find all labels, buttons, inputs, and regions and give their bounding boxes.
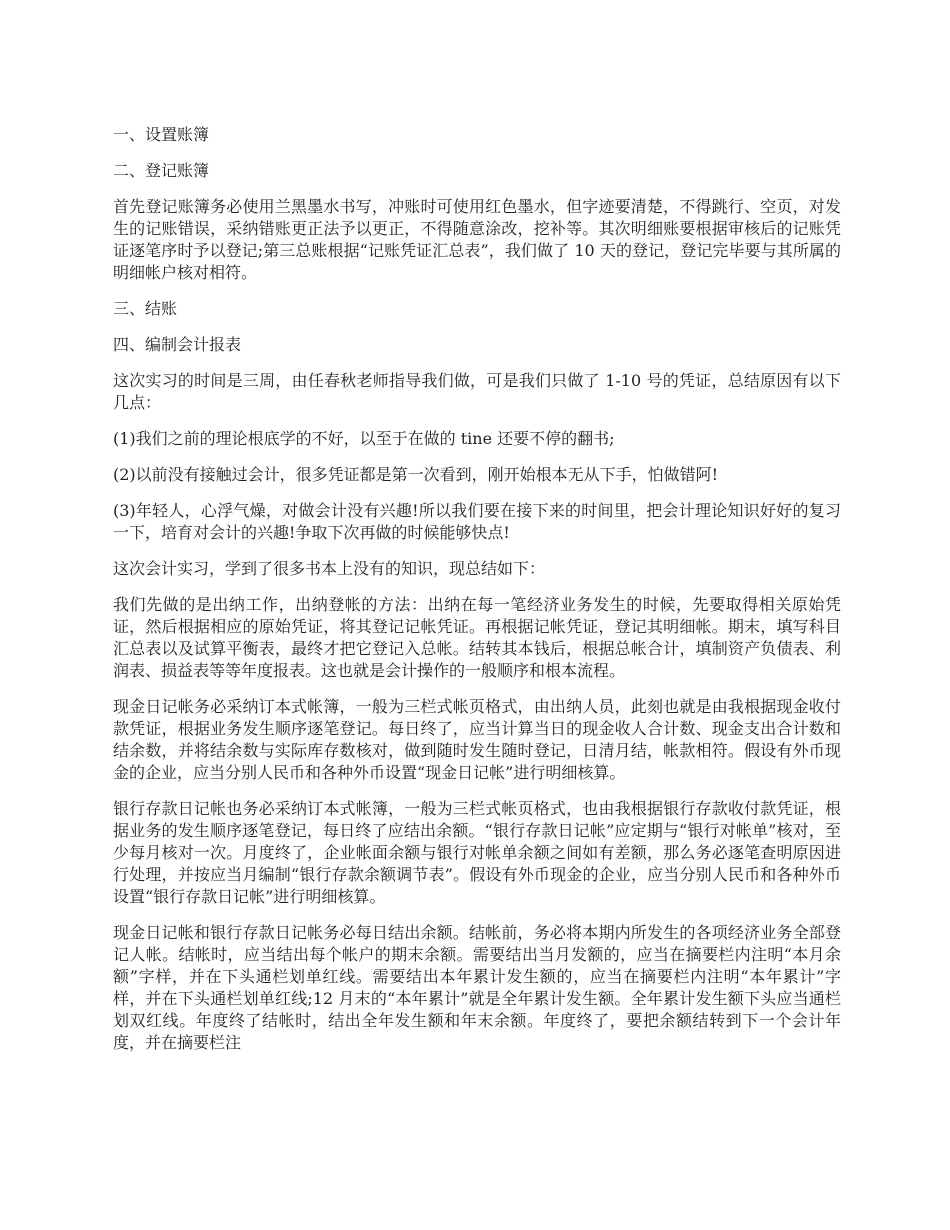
paragraph-cashier-method: 我们先做的是出纳工作，出纳登帐的方法：出纳在每一笔经济业务发生的时候，先要取得相关原始凭证，然后根据相应的原始凭证，将其登记记帐凭证。再根据记帐凭证，登记其明细帐。期末，填写科目汇总表以及试算平衡表，最终才把它登记入总帐。结转其本钱后，根据总帐合计，填制资产负债表、利润表、损益表等等年度报表。这也就是会计操作的一般顺序和根本流程。 [113, 595, 841, 680]
list-item-reason-3: (3)年轻人，心浮气燥，对做会计没有兴趣!所以我们要在接下来的时间里，把会计理论知识好好的复习一下，培育对会计的兴趣!争取下次再做的时候能够快点! [113, 501, 841, 542]
list-item-reason-2: (2)以前没有接触过会计，很多凭证都是第一次看到，刚开始根本无从下手，怕做错阿! [113, 465, 719, 484]
paragraph-register-rules: 首先登记账簿务必使用兰黑墨水书写，冲账时可使用红色墨水，但字迹要清楚，不得跳行、空页，对发生的记账错误，采纳错账更正法予以更正，不得随意涂改，挖补等。其次明细账要根据审核后的记账凭证逐笔序时予以登记;第三总账根据“记账凭证汇总表”，我们做了 10 天的登记，登记完毕要与其所属的明细帐户核对相符。 [113, 197, 841, 282]
list-item-reason-1: (1)我们之前的理论根底学的不好，以至于在做的 tine 还要不停的翻书; [113, 429, 615, 448]
paragraph-cash-journal: 现金日记帐务必采纳订本式帐簿，一般为三栏式帐页格式，由出纳人员，此刻也就是由我根据现金收付款凭证，根据业务发生顺序逐笔登记。每日终了，应当计算当日的现金收人合计数、现金支出合计数和结余数，并将结余数与实际库存数核对，做到随时发生随时登记，日清月结，帐款相符。假设有外币现金的企业，应当分别人民币和各种外币设置“现金日记帐”进行明细核算。 [113, 697, 841, 782]
heading-financial-statements: 四、编制会计报表 [113, 335, 242, 354]
paragraph-daily-balance: 现金日记帐和银行存款日记帐务必每日结出余额。结帐前，务必将本期内所发生的各项经济业务全部登记人帐。结帐时，应当结出每个帐户的期末余额。需要结出当月发额的，应当在摘要栏内注明“本月余额”字样，并在下头通栏划单红线。需要结出本年累计发生额的，应当在摘要栏内注明“本年累计”字样，并在下头通栏划单红线;12 月末的“本年累计”就是全年累计发生额。全年累计发生额下头应当通栏划双红线。年度终了结帐时，结出全年发生额和年末余额。年度终了，要把余额结转到下一个会计年度，并在摘要栏注 [113, 923, 841, 1052]
paragraph-internship-intro: 这次实习的时间是三周，由任春秋老师指导我们做，可是我们只做了 1-10 号的凭证，总结原因有以下几点： [113, 371, 841, 412]
paragraph-summary-intro: 这次会计实习，学到了很多书本上没有的知识，现总结如下： [113, 559, 546, 578]
heading-closing-accounts: 三、结账 [113, 299, 178, 318]
paragraph-bank-journal: 银行存款日记帐也务必采纳订本式帐簿，一般为三栏式帐页格式，也由我根据银行存款收付款凭证，根据业务的发生顺序逐笔登记，每日终了应结出余额。“银行存款日记帐”应定期与“银行对帐单”核对，至少每月核对一次。月度终了，企业帐面余额与银行对帐单余额之间如有差额，那么务必逐笔查明原因进行处理，并按应当月编制“银行存款余额调节表”。假设有外币现金的企业，应当分别人民币和各种外币设置“银行存款日记帐”进行明细核算。 [113, 799, 841, 906]
heading-setup-ledgers: 一、设置账簿 [113, 125, 210, 144]
document-body [113, 124, 841, 1054]
heading-register-ledgers: 二、登记账簿 [113, 161, 210, 180]
